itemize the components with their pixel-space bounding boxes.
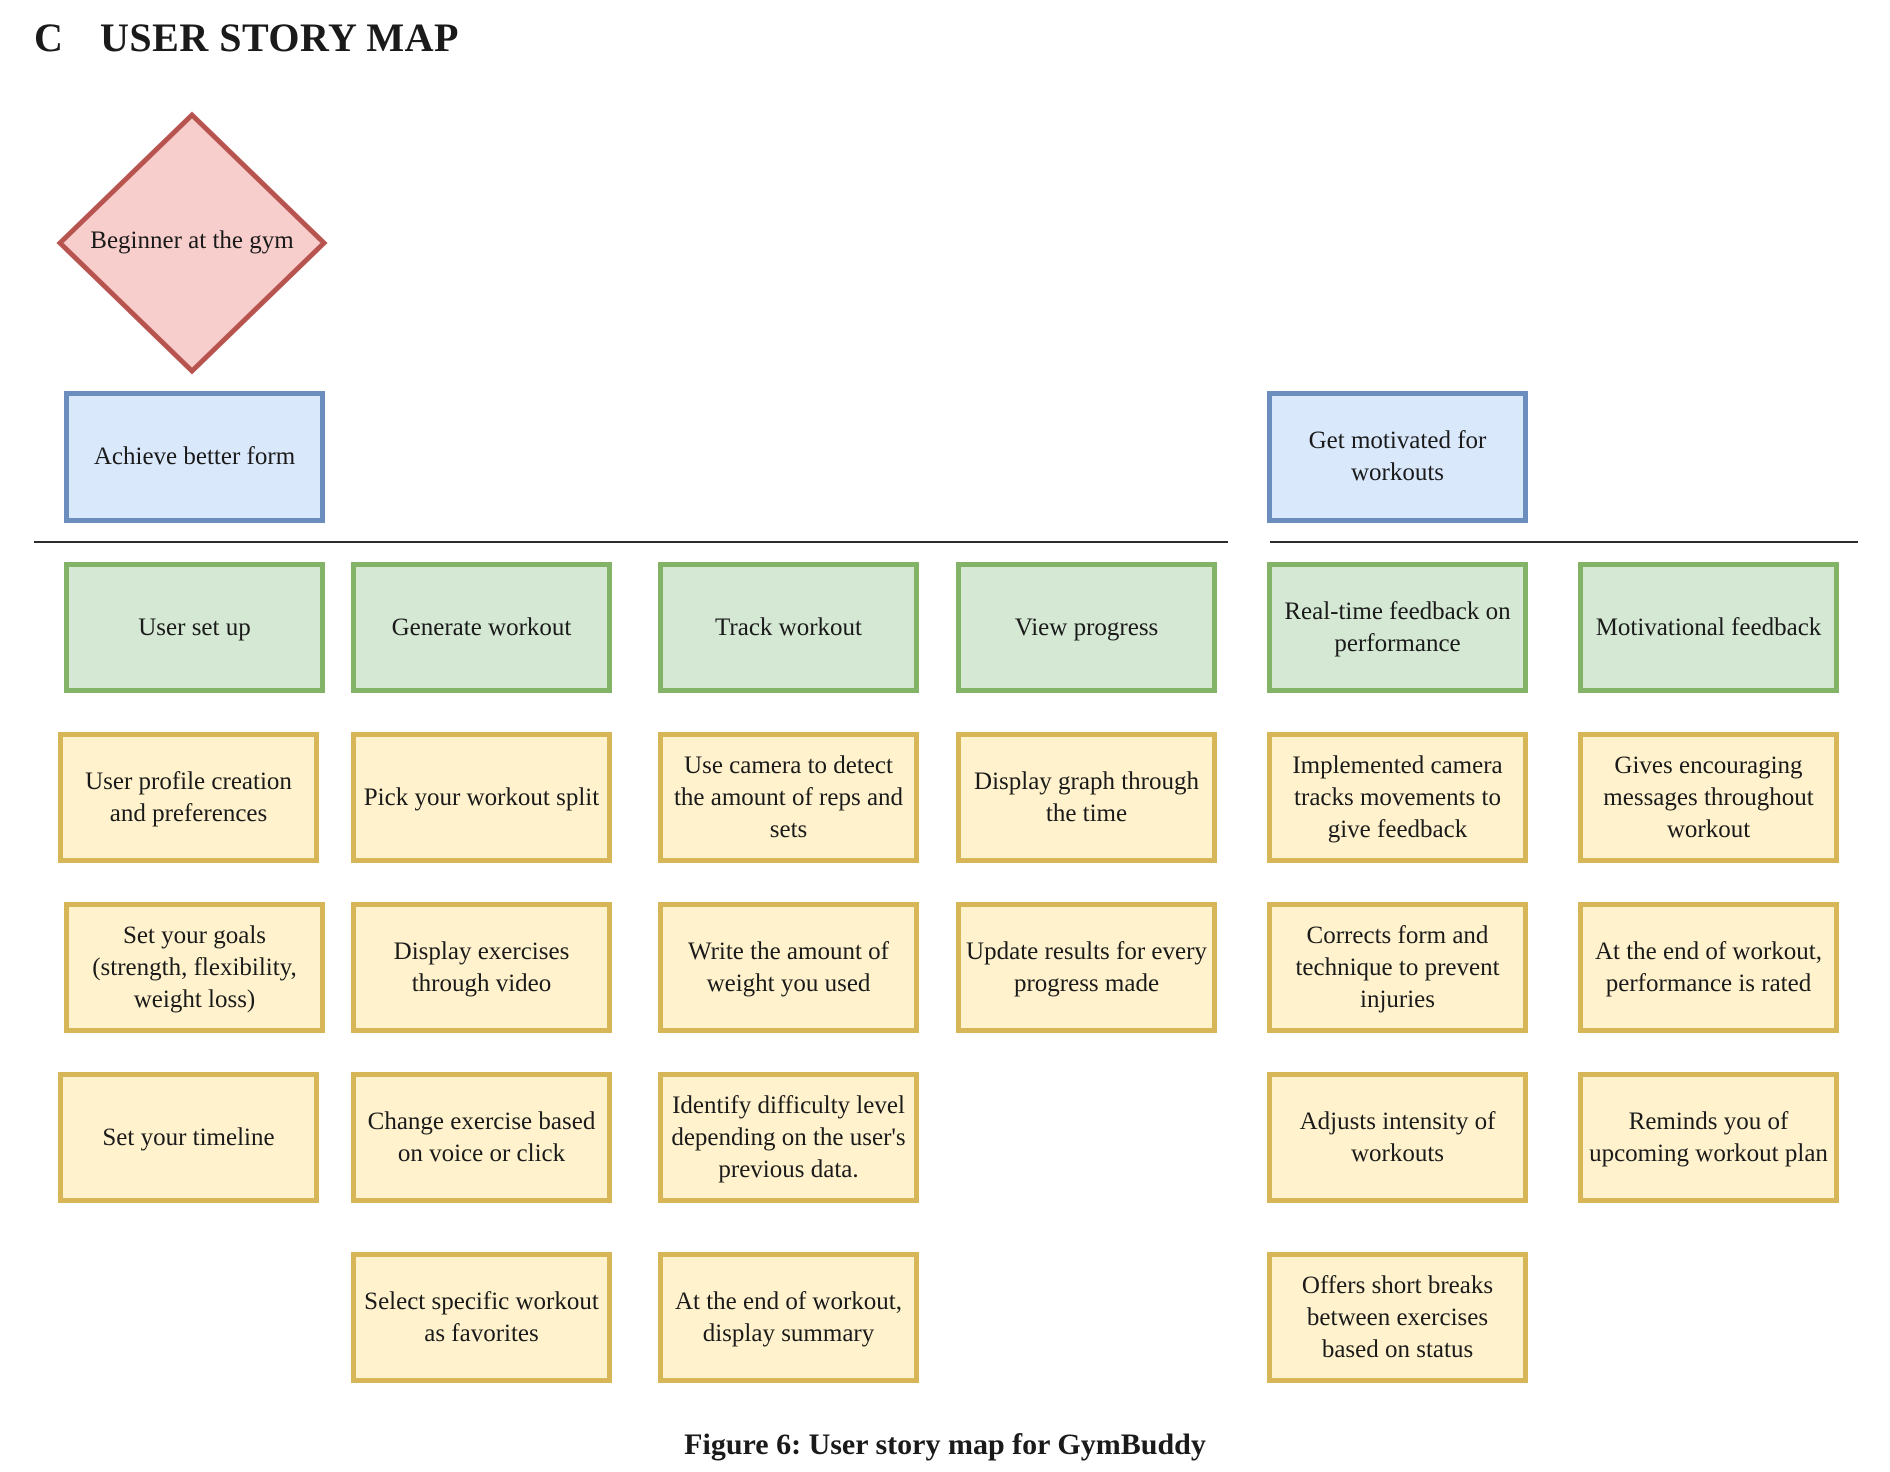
story-card: Write the amount of weight you used [658,902,919,1033]
story-card: Set your timeline [58,1072,319,1203]
story-card: At the end of workout, display summary [658,1252,919,1383]
activity-generate-workout: Generate workout [351,562,612,693]
story-card: Offers short breaks between exercises based on status [1267,1252,1528,1383]
activity-user-set-up: User set up [64,562,325,693]
story-card: Use camera to detect the amount of reps and sets [658,732,919,863]
story-card: Select specific workout as favorites [351,1252,612,1383]
goal-achieve-better-form: Achieve better form [64,391,325,523]
activity-view-progress: View progress [956,562,1217,693]
story-card: Set your goals (strength, flexibility, weight loss) [64,902,325,1033]
persona-label: Beginner at the gym [90,227,294,254]
activity-track-workout: Track workout [658,562,919,693]
story-card: Gives encouraging messages throughout workout [1578,732,1839,863]
story-card: Identify difficulty level depending on the user's previous data. [658,1072,919,1203]
story-card: Corrects form and technique to prevent injuries [1267,902,1528,1033]
separator-line-left [34,541,1228,543]
activity-motivational-feedback: Motivational feedback [1578,562,1839,693]
story-card: Pick your workout split [351,732,612,863]
story-card: Implemented camera tracks movements to give feedback [1267,732,1528,863]
figure-caption: Figure 6: User story map for GymBuddy [684,1428,1206,1461]
story-card: Adjusts intensity of workouts [1267,1072,1528,1203]
story-card: Reminds you of upcoming workout plan [1578,1072,1839,1203]
section-title: USER STORY MAP [100,15,459,60]
story-card: Display graph through the time [956,732,1217,863]
separator-line-right [1270,541,1858,543]
story-card: Update results for every progress made [956,902,1217,1033]
goal-get-motivated: Get motivated for workouts [1267,391,1528,523]
section-heading [34,14,459,61]
story-card: At the end of workout, performance is rated [1578,902,1839,1033]
story-card: Change exercise based on voice or click [351,1072,612,1203]
story-card: Display exercises through video [351,902,612,1033]
story-card: User profile creation and preferences [58,732,319,863]
section-number: C [34,15,64,60]
activity-real-time-feedback: Real-time feedback on performance [1267,562,1528,693]
